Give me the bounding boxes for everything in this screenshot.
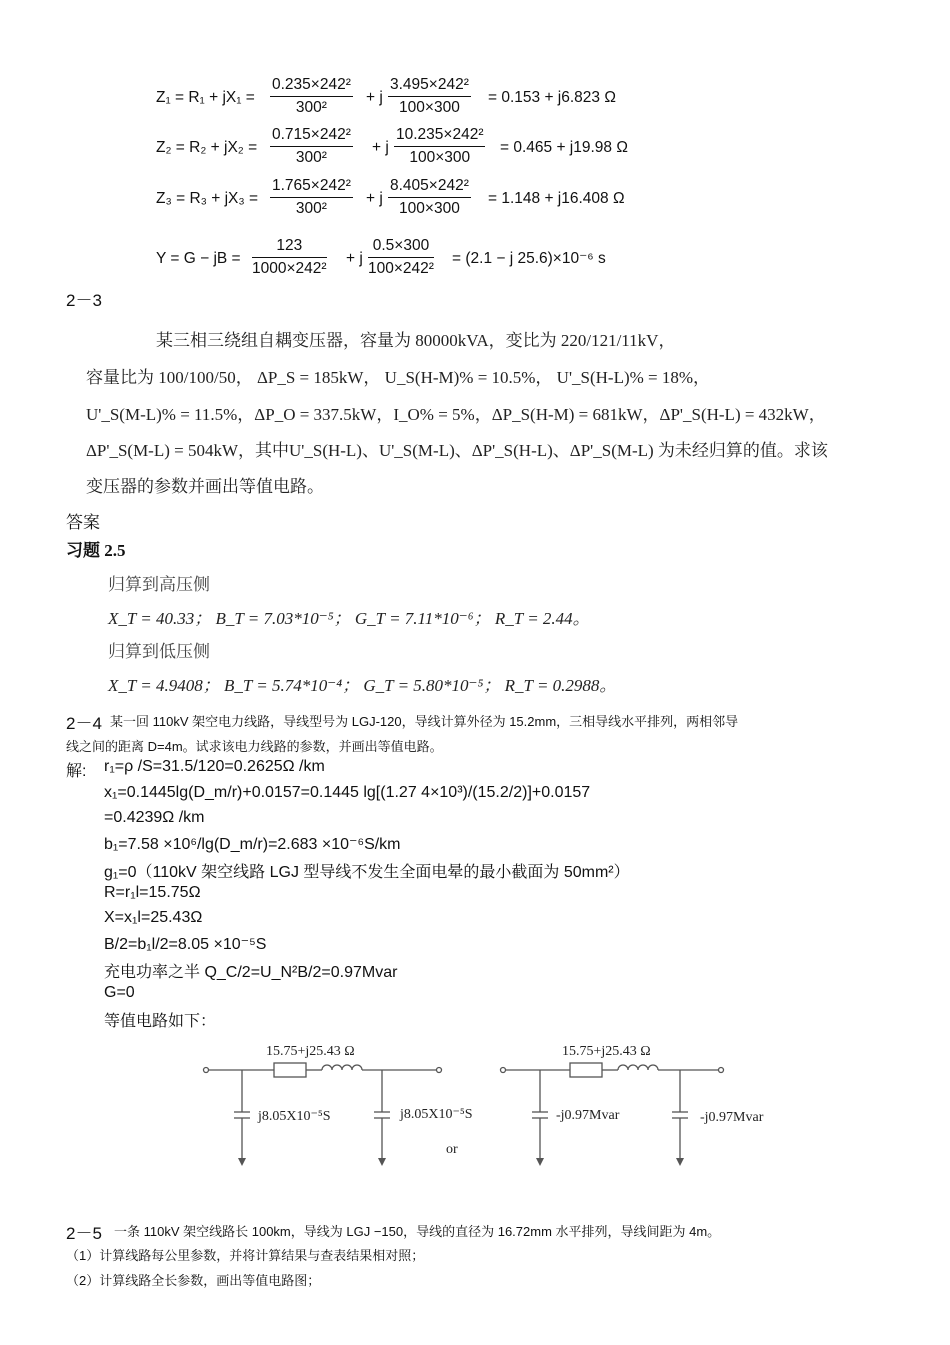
section-heading-2-4: 2－4: [66, 714, 102, 733]
fraction: $\frac{\text{3.495×242²}}{100\times 300}$: [390, 76, 469, 116]
fraction: $\frac{\text{1.765×242²}}{\text{300²}}$: [272, 177, 351, 217]
low-side-label: 归算到低压侧: [108, 642, 210, 661]
series-impedance-label: 15.75+j25.43 Ω: [266, 1044, 355, 1059]
section-heading-2-3: 2－3: [66, 291, 102, 310]
fraction: $\frac{\text{8.405×242²}}{100\times 300}$: [390, 177, 469, 217]
high-side-label: 归算到高压侧: [108, 575, 210, 594]
solution-label: 解:: [66, 763, 87, 780]
answer-label: 答案: [66, 513, 100, 532]
list-item: （1）计算线路每公里参数，并将计算结果与查表结果相对照；: [66, 1248, 425, 1263]
fraction: $\frac{\text{10.235×242²}}{100\times 300}$: [396, 126, 484, 166]
shunt-label: -j0.97Mvar: [556, 1108, 620, 1123]
eq-lhs: Z₁ = R₁ + jX₁ =: [156, 89, 255, 106]
fraction: $\frac{123}{\text{1000×242²}}$: [252, 237, 327, 277]
high-side-values: X_T = 40.33； B_T = 7.03*10⁻⁵； G_T = 7.11*10⁻⁶； R_T = 2.44。: [108, 609, 590, 628]
or-label: or: [446, 1142, 458, 1157]
terminal: [204, 1068, 209, 1073]
exercise-title: 习题 2.5: [66, 541, 126, 560]
section-heading-2-5: 2－5: [66, 1224, 102, 1243]
shunt-label: j8.05X10⁻⁵S: [258, 1109, 331, 1124]
series-impedance-label: 15.75+j25.43 Ω: [562, 1044, 651, 1059]
eq-lhs: Z₃ = R₃ + jX₃ =: [156, 190, 259, 207]
shunt-label: j8.05X10⁻⁵S: [400, 1107, 473, 1122]
eq-lhs: Z₂ = R₂ + jX₂ =: [156, 139, 258, 156]
low-side-values: X_T = 4.9408； B_T = 5.74*10⁻⁴； G_T = 5.80*10⁻⁵； R_T = 0.2988。: [108, 676, 617, 695]
fraction: $\frac{\text{0.235×242²}}{\text{300²}}$: [272, 76, 351, 116]
shunt-label: -j0.97Mvar: [700, 1110, 764, 1125]
eq-lhs: Y = G − jB =: [156, 250, 241, 267]
list-item: （2）计算线路全长参数，画出等值电路图；: [66, 1273, 321, 1288]
fraction: $\frac{0.5\times 300}{\text{100×242²}}$: [368, 237, 434, 277]
fraction: $\frac{\text{0.715×242²}}{\text{300²}}$: [272, 126, 351, 166]
